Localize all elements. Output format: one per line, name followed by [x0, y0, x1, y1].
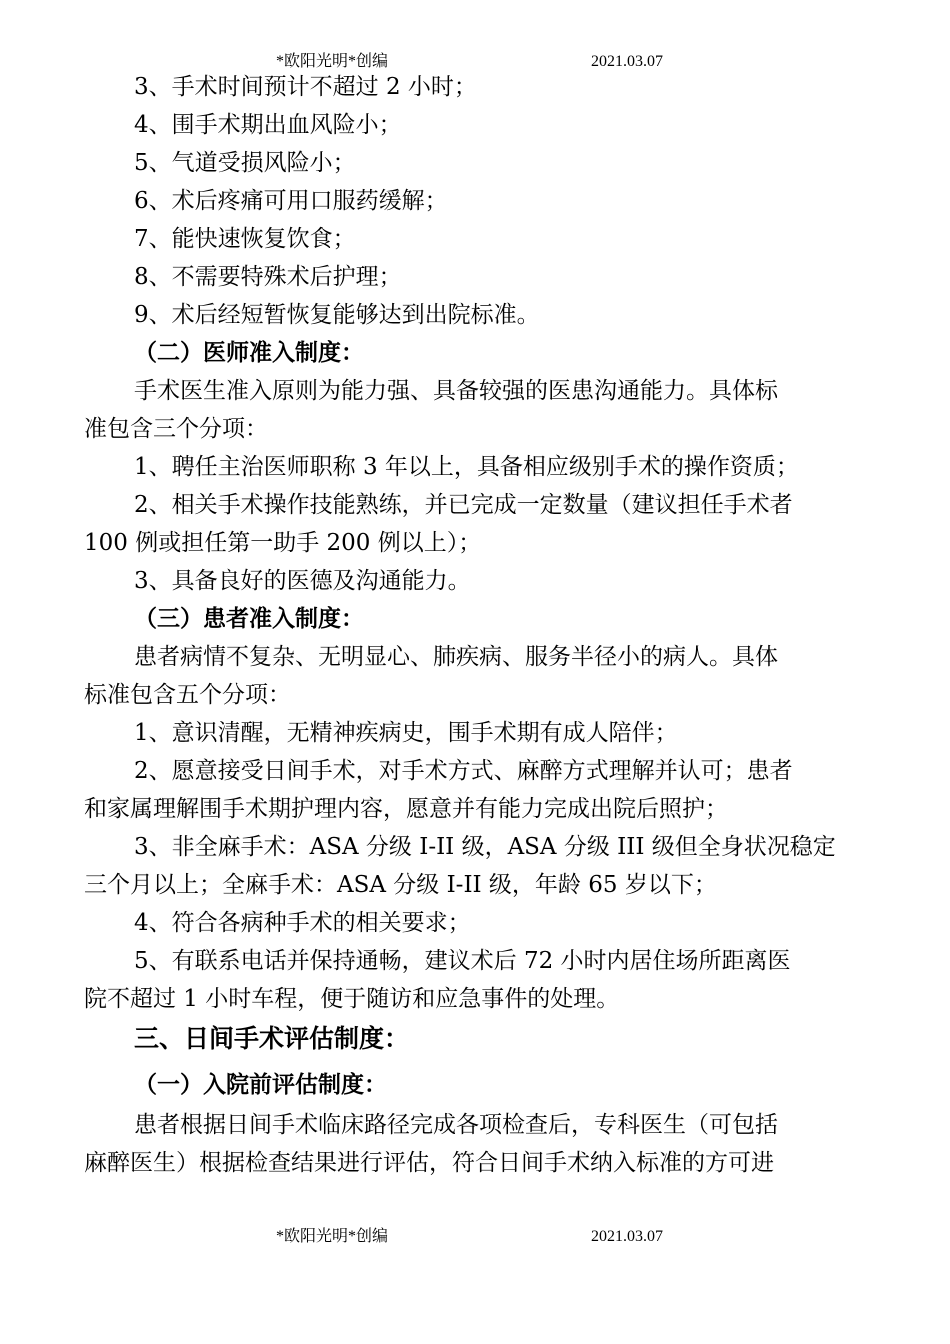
- paragraph-line: 8、不需要特殊术后护理；: [134, 264, 402, 290]
- header-author: *欧阳光明*创编: [276, 53, 389, 70]
- section-heading: 三、日间手术评估制度：: [134, 1024, 410, 1053]
- subsection-heading: （二）医师准入制度：: [134, 339, 364, 366]
- footer-author: *欧阳光明*创编: [276, 1228, 389, 1245]
- paragraph-line: 手术医生准入原则为能力强、具备较强的医患沟通能力。具体标: [134, 378, 778, 404]
- paragraph-line: 7、能快速恢复饮食；: [134, 226, 356, 252]
- paragraph-line: 患者根据日间手术临床路径完成各项检查后，专科医生（可包括: [134, 1112, 778, 1138]
- paragraph-line: 4、围手术期出血风险小；: [134, 112, 402, 138]
- paragraph-line: 4、符合各病种手术的相关要求；: [134, 910, 471, 936]
- paragraph-line: 患者病情不复杂、无明显心、肺疾病、服务半径小的病人。具体: [134, 644, 778, 670]
- paragraph-line: 5、有联系电话并保持通畅，建议术后 72 小时内居住场所距离医: [134, 948, 791, 974]
- paragraph-line: 和家属理解围手术期护理内容，愿意并有能力完成出院后照护；: [84, 796, 728, 822]
- paragraph-line: 1、意识清醒，无精神疾病史，围手术期有成人陪伴；: [134, 720, 678, 746]
- paragraph-line: 2、愿意接受日间手术，对手术方式、麻醉方式理解并认可；患者: [134, 758, 793, 784]
- paragraph-line: 1、聘任主治医师职称 3 年以上，具备相应级别手术的操作资质；: [134, 454, 799, 480]
- subsection-heading: （三）患者准入制度：: [134, 605, 364, 632]
- subsection-heading: （一）入院前评估制度：: [134, 1071, 387, 1098]
- paragraph-line: 2、相关手术操作技能熟练，并已完成一定数量（建议担任手术者: [134, 492, 793, 518]
- paragraph-line: 100 例或担任第一助手 200 例以上）；: [84, 530, 482, 556]
- paragraph-line: 三个月以上；全麻手术：ASA 分级 I-II 级，年龄 65 岁以下；: [84, 872, 717, 898]
- paragraph-line: 3、非全麻手术：ASA 分级 I-II 级，ASA 分级 III 级但全身状况稳定: [134, 834, 836, 860]
- footer-date: 2021.03.07: [591, 1228, 663, 1245]
- paragraph-line: 5、气道受损风险小；: [134, 150, 356, 176]
- header-date: 2021.03.07: [591, 53, 663, 70]
- paragraph-line: 3、具备良好的医德及沟通能力。: [134, 568, 471, 594]
- paragraph-line: 6、术后疼痛可用口服药缓解；: [134, 188, 448, 214]
- paragraph-line: 标准包含五个分项：: [84, 682, 291, 708]
- paragraph-line: 3、手术时间预计不超过 2 小时；: [134, 74, 477, 100]
- paragraph-line: 准包含三个分项：: [84, 416, 268, 442]
- paragraph-line: 院不超过 1 小时车程，便于随访和应急事件的处理。: [84, 986, 620, 1012]
- paragraph-line: 9、术后经短暂恢复能够达到出院标准。: [134, 302, 540, 328]
- paragraph-line: 麻醉医生）根据检查结果进行评估，符合日间手术纳入标准的方可进: [84, 1150, 774, 1176]
